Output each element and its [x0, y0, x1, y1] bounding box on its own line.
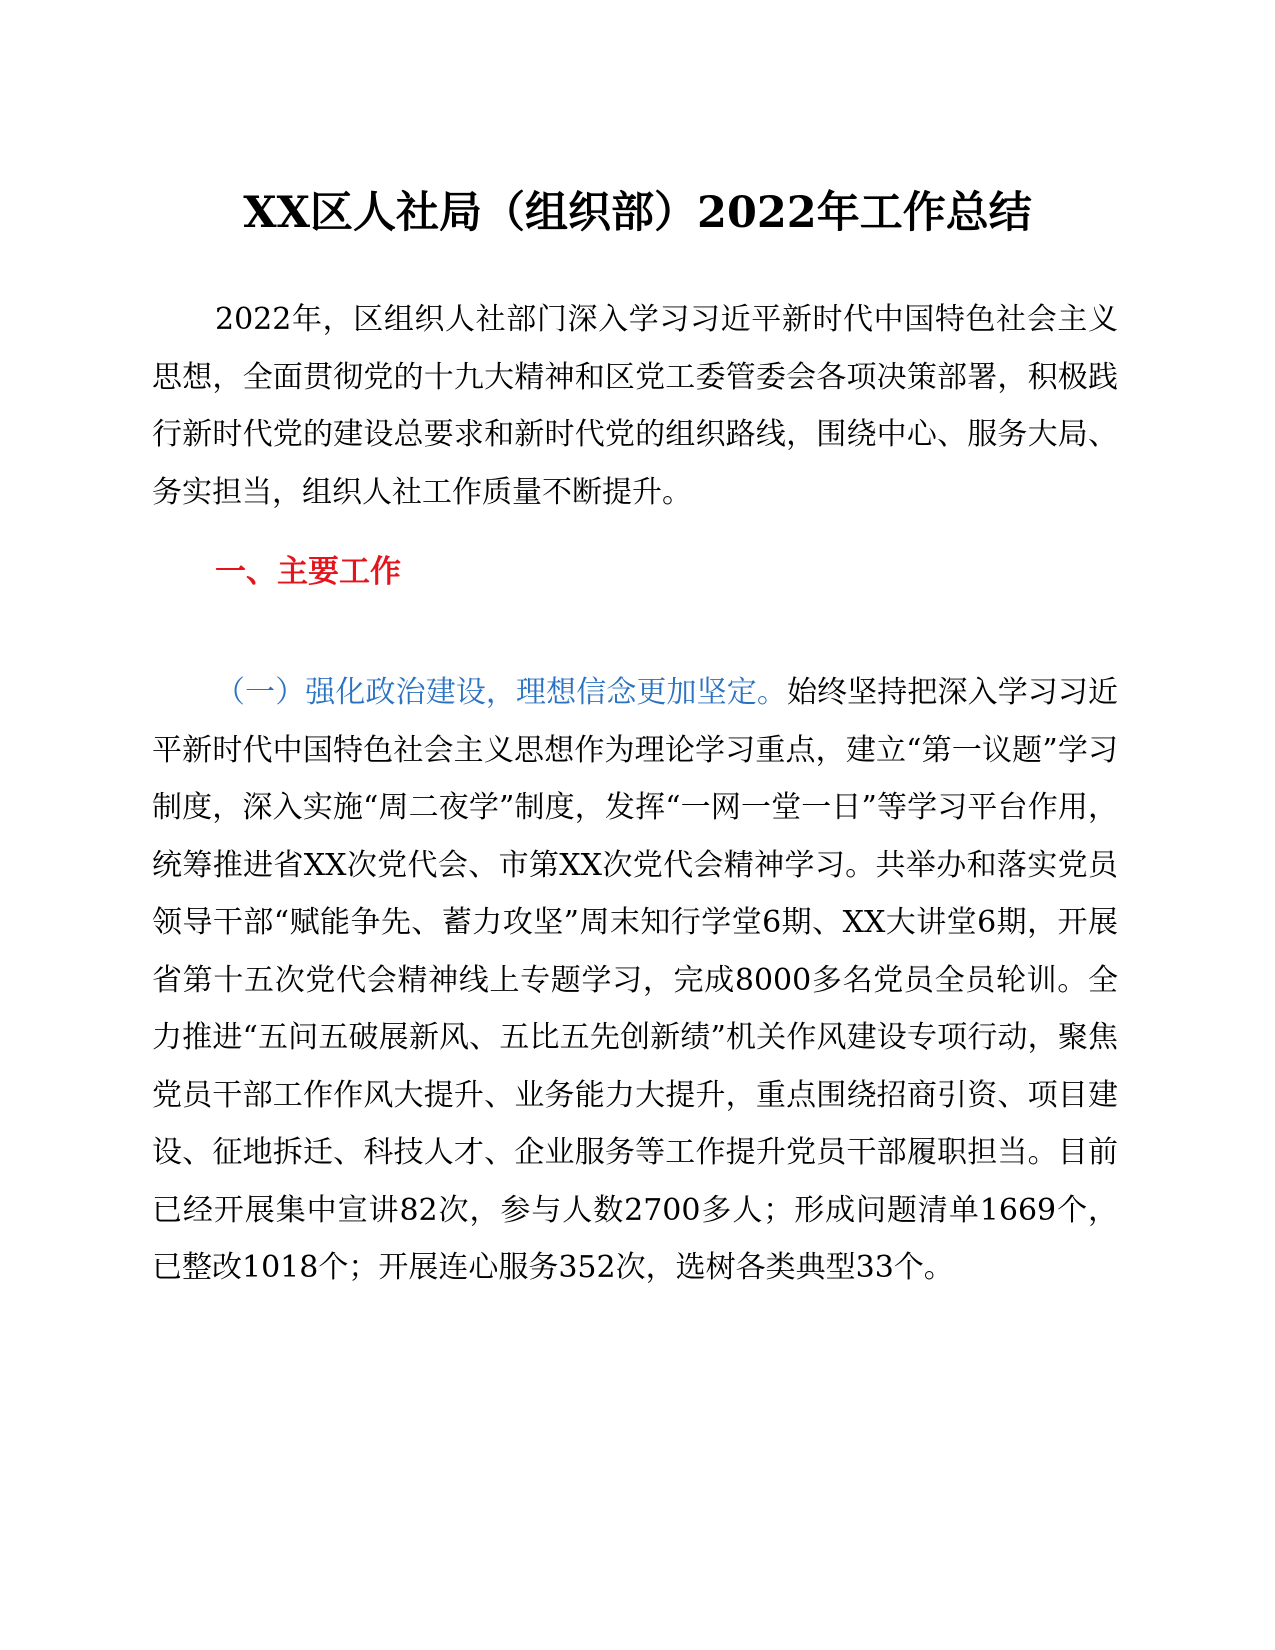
section-heading: 一、主要工作 — [215, 554, 401, 590]
subsection-body: 始终坚持把深入学习习近平新时代中国特色社会主义思想作为理论学习重点，建立“第一议题”学习制度，深入实施“周二夜学”制度，发挥“一网一堂一日”等学习平台作用，统筹推进省XX次党代会、市第XX次党代会精神学习。共举办和落实党员领导干部“赋能争先、蓄力攻坚”周末知行学堂6期、XX大讲堂6期，开展省第十五次党代会精神线上专题学习，完成8000多名党员全员轮训。全力推进“五问五破展新风、五比五先创新绩”机关作风建设专项行动，聚焦党员干部工作作风大提升、业务能力大提升，重点围绕招商引资、项目建设、征地拆迁、科技人才、企业服务等工作提升党员干部履职担当。目前已经开展集中宣讲82次，参与人数2700多人；形成问题清单1669个，已整改1018个；开展连心服务352次，选树各类典型33个。 — [152, 675, 1119, 1285]
document-title: XX区人社局（组织部）2022年工作总结 — [243, 188, 1032, 238]
subsection-paragraph — [152, 664, 1118, 1297]
intro-paragraph: 2022年，区组织人社部门深入学习习近平新时代中国特色社会主义思想，全面贯彻党的十九大精神和区党工委管委会各项决策部署，积极践行新时代党的建设总要求和新时代党的组织路线，围绕中心、服务大局、务实担当，组织人社工作质量不断提升。 — [152, 302, 1118, 510]
subsection-heading: （一）强化政治建设，理想信念更加坚定。 — [215, 675, 787, 710]
